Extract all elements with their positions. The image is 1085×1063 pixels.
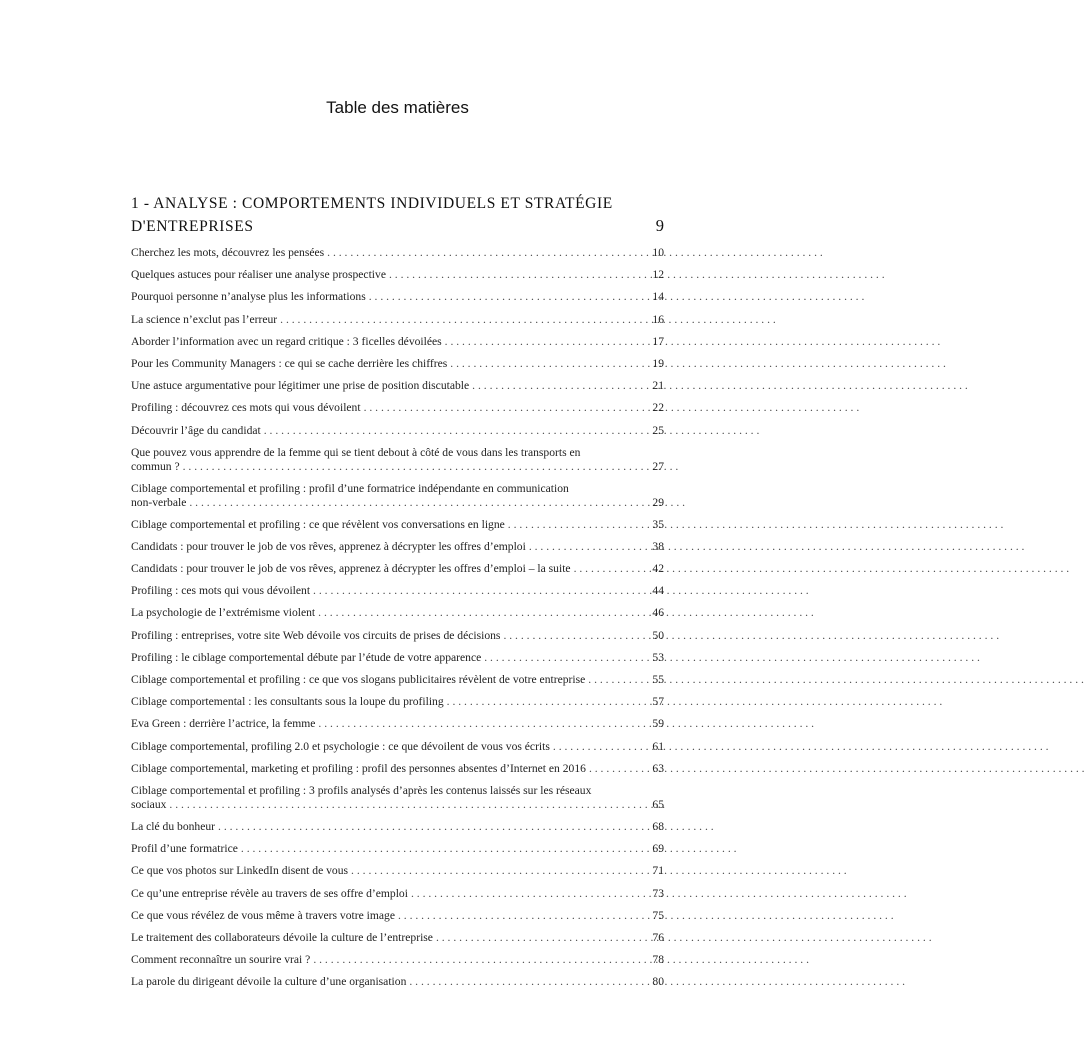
dot-leader [447,695,647,709]
toc-entry-title: Ciblage comportemental et profiling : profil d’une formatrice indépendante en communication [131,481,569,495]
dot-leader [484,651,647,665]
toc-entry-title: Le traitement des collaborateurs dévoile la culture de l’entreprise [131,930,433,944]
toc-entry[interactable] [131,909,664,931]
toc-entry-page: 44 [652,584,664,598]
dot-leader [503,629,647,643]
toc-entry-title: Ce que vous révélez de vous même à travers votre image [131,908,395,922]
toc-entry[interactable] [131,695,664,717]
toc-entry-page: 42 [652,562,664,576]
toc-entry-title: Pourquoi personne n’analyse plus les informations [131,290,366,304]
toc-entry-title: Quelques astuces pour réaliser une analyse prospective [131,268,386,282]
toc-entry-title: Aborder l’information avec un regard critique : 3 ficelles dévoilées [131,334,442,348]
page-title: Table des matières [326,98,469,117]
dot-leader [318,606,647,620]
toc-entry-page: 16 [652,312,664,326]
dot-leader [389,268,647,282]
toc-entry[interactable] [131,268,664,290]
toc-entry-title: Ciblage comportemental, marketing et profiling : profil des personnes absentes d’Internet en 2016 [131,761,586,775]
toc-entry[interactable] [131,584,664,606]
toc-entry-title: La parole du dirigeant dévoile la culture d’une organisation [131,975,407,989]
toc-entry[interactable] [131,540,664,562]
dot-leader [588,673,647,687]
toc-entry-page: 25 [652,423,664,437]
chapter-title-line2: D'ENTREPRISES [131,218,254,235]
dot-leader [183,460,647,474]
toc-entry-title: Découvrir l’âge du candidat [131,423,261,437]
dot-leader [409,975,647,989]
toc-entry-page: 76 [652,930,664,944]
toc-entry-page: 38 [652,539,664,553]
toc-entry-page: 50 [652,628,664,642]
toc-entry-title: Profiling : le ciblage comportemental débute par l’étude de votre apparence [131,650,482,664]
dot-leader [411,887,647,901]
toc-entry-page: 53 [652,650,664,664]
dot-leader [553,740,647,754]
toc-entry[interactable] [131,953,664,975]
toc-entry[interactable] [131,357,664,379]
toc-entry-page: 35 [652,517,664,531]
toc-entry-page: 75 [652,908,664,922]
toc-entry[interactable] [131,931,664,953]
toc-entry[interactable] [131,313,664,335]
dot-leader [369,290,647,304]
toc-entry-title: Eva Green : derrière l’actrice, la femme [131,717,316,731]
toc-entry-title: La science n’exclut pas l’erreur [131,312,278,326]
toc-entry[interactable] [131,651,664,673]
toc-entry-title-continued: non-verbale [131,495,187,509]
toc-entry-title: Pour les Community Managers : ce qui se cache derrière les chiffres [131,356,448,370]
toc-entry[interactable] [131,820,664,842]
toc-entry-page: 59 [652,717,664,731]
toc-entry-page: 69 [652,842,664,856]
chapter-page-number: 9 [655,216,664,235]
toc-entry[interactable] [131,740,664,762]
toc-entry[interactable] [131,379,664,401]
toc-entry[interactable] [131,482,664,518]
toc-entry[interactable] [131,673,664,695]
toc-entry-page: 63 [652,761,664,775]
dot-leader [218,820,647,834]
dot-leader [450,357,647,371]
toc-entry[interactable] [131,887,664,909]
toc-entry-page: 80 [652,975,664,989]
toc-entry-title: Profiling : entreprises, votre site Web dévoile vos circuits de prises de décisions [131,628,501,642]
toc-entry[interactable] [131,562,664,584]
toc-entry-title: Ciblage comportemental et profiling : ce que révèlent vos conversations en ligne [131,517,505,531]
toc-entry-page: 61 [652,739,664,753]
toc-entry-page: 10 [652,246,664,259]
toc-entry[interactable] [131,424,664,446]
chapter-heading[interactable] [131,193,664,238]
dot-leader [589,762,647,776]
toc-entry-page: 46 [652,606,664,620]
toc-entry-page: 12 [652,268,664,282]
toc-entry-page: 14 [652,290,664,304]
toc-entry-title-continued: commun ? [131,459,180,473]
toc-list [131,246,664,997]
toc-entry[interactable] [131,717,664,739]
toc-entry-title: La clé du bonheur [131,819,216,833]
dot-leader [351,864,647,878]
dot-leader [264,424,647,438]
toc-entry-page: 78 [652,953,664,967]
toc-entry[interactable] [131,864,664,886]
dot-leader [398,909,647,923]
dot-leader [189,496,647,510]
toc-entry-title: Profiling : ces mots qui vous dévoilent [131,584,311,598]
toc-entry-title: Ciblage comportemental et profiling : 3 profils analysés d’après les contenus laissés sur les réseaux [131,783,592,797]
dot-leader [364,401,647,415]
toc-entry-title: Profil d’une formatrice [131,842,238,856]
dot-leader [280,313,647,327]
toc-entry[interactable] [131,975,664,997]
toc-entry-title: Que pouvez vous apprendre de la femme qui se tient debout à côté de vous dans les transports en [131,445,581,459]
toc-entry-title: Ce qu’une entreprise révèle au travers de ses offre d’emploi [131,886,408,900]
toc-entry-title-continued: sociaux [131,797,167,811]
toc-entry[interactable] [131,518,664,540]
toc-entry[interactable] [131,290,664,312]
dot-leader [169,798,647,812]
dot-leader [529,540,647,554]
toc-entry[interactable] [131,606,664,628]
toc-entry[interactable] [131,629,664,651]
dot-leader [313,953,647,967]
toc-entry-title: Ciblage comportemental et profiling : ce que vos slogans publicitaires révèlent de votre entreprise [131,673,586,686]
toc-entry-title: Ciblage comportemental : les consultants sous la loupe du profiling [131,695,444,709]
dot-leader [436,931,647,945]
toc-entry-title: Ce que vos photos sur LinkedIn disent de vous [131,864,349,878]
toc-entry-page: 27 [652,459,664,473]
toc-entry-page: 19 [652,356,664,370]
toc-entry-title: Comment reconnaître un sourire vrai ? [131,953,311,967]
toc-entry-page: 65 [652,797,664,811]
dot-leader [445,335,647,349]
toc-entry-page: 57 [652,695,664,709]
toc-entry[interactable] [131,246,664,268]
toc-entry[interactable] [131,335,664,357]
dot-leader [313,584,647,598]
toc-entry-title: Cherchez les mots, découvrez les pensées [131,246,325,259]
toc-entry-page: 71 [652,864,664,878]
toc-entry-title: Candidats : pour trouver le job de vos rêves, apprenez à décrypter les offres d’emploi [131,539,526,553]
toc-entry-title: La psychologie de l’extrémisme violent [131,606,316,620]
toc-entry-page: 29 [652,495,664,509]
toc-entry[interactable] [131,446,664,482]
chapter-title-line1: 1 - ANALYSE : COMPORTEMENTS INDIVIDUELS ET STRATÉGIE [131,195,613,212]
dot-leader [318,717,647,731]
toc-entry[interactable] [131,784,664,820]
toc-entry-title: Candidats : pour trouver le job de vos rêves, apprenez à décrypter les offres d’emploi – la suite [131,562,571,576]
toc-entry-page: 22 [652,401,664,415]
toc-entry-title: Profiling : découvrez ces mots qui vous dévoilent [131,401,361,415]
dot-leader [574,562,647,576]
dot-leader [472,379,647,393]
toc-entry[interactable] [131,762,664,784]
toc-entry-page: 21 [652,379,664,393]
toc-entry[interactable] [131,842,664,864]
dot-leader [327,246,647,260]
toc-entry-title: Ciblage comportemental, profiling 2.0 et psychologie : ce que dévoilent de vous vos écrits [131,739,550,753]
dot-leader [508,518,647,532]
toc-entry-page: 68 [652,819,664,833]
toc-entry-page: 73 [652,886,664,900]
toc-entry[interactable] [131,401,664,423]
toc-entry-page: 17 [652,334,664,348]
dot-leader [241,842,647,856]
toc-entry-page: 55 [652,673,664,686]
toc-entry-title: Une astuce argumentative pour légitimer une prise de position discutable [131,379,470,393]
